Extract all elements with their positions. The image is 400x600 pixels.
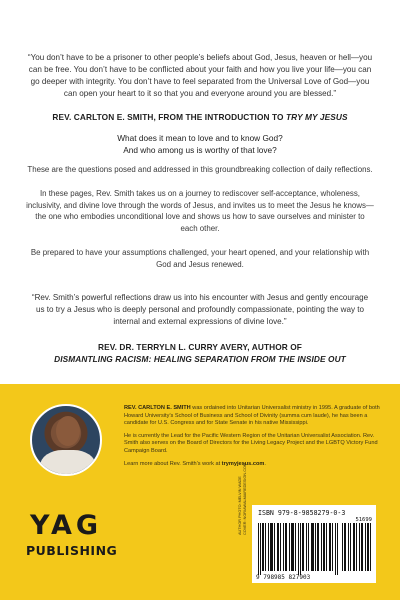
design-credit: COVER: NORIAWALMAIREDESIGN.COM <box>243 462 247 535</box>
key-questions <box>30 132 370 156</box>
bio-paragraph-1 <box>124 405 386 428</box>
endorsement-attribution <box>18 341 382 365</box>
endorsement-quote: “Rev. Smith’s powerful reflections draw us into his encounter with Jesus and gently encourage us to try a Jesus who is deeply personal and profoundly compassionate, pointing the way to internal and external expressions of divine love.” <box>31 293 369 326</box>
author-photo <box>30 404 102 476</box>
cover-credits <box>238 462 248 535</box>
bio-author-name: REV. CARLTON E. SMITH <box>124 405 191 411</box>
barcode-panel <box>252 505 376 583</box>
intro-quote-attribution <box>18 112 382 122</box>
barcode-digits: 9 798985 827903 <box>256 574 311 581</box>
endorser-name: REV. DR. TERRYLN L. CURRY AVERY, AUTHOR OF <box>98 342 302 352</box>
isbn-text: ISBN 979-8-9858279-0-3 <box>258 509 346 517</box>
bio-link-prefix: Learn more about Rev. Smith’s work at <box>124 460 222 467</box>
question-line-2: And who among us is worthy of that love? <box>123 145 277 155</box>
photo-credit: AUTHOR PHOTO: MELVIN WADE <box>238 476 242 535</box>
price-code: 51699 <box>355 517 372 523</box>
author-bio <box>124 405 386 473</box>
description-paragraph-1: These are the questions posed and addressed in this groundbreaking collection of daily reflections. <box>27 165 373 174</box>
bio-paragraph-2: He is currently the Lead for the Pacific Western Region of the Unitarian Universalist Association. Rev. Smith also serves on the Board of Directors for the Living Legacy Project and the LGBTQ Victory Fund Campaign Board. <box>124 432 378 454</box>
bio-paragraph-3 <box>124 461 386 469</box>
website-link[interactable]: trymyjesus.com <box>221 460 265 467</box>
bio-paragraph-1-text: was ordained into Unitarian Universalist ministry in 1995. A graduate of both Howard University’s School of Business and School of Divinity (summa cum laude), he has been a candidate for U.S. Congress and for State Senate in his native Mississippi. <box>124 405 380 427</box>
publisher-logo-bottom: PUBLISHING <box>26 543 118 558</box>
attribution-book-title: TRY MY JESUS <box>285 112 348 122</box>
intro-quote: “You don’t have to be a prisoner to other people’s beliefs about God, Jesus, heaven or hell—you can be free. You don’t have to be conflicted about your faith and how you live your life—you can go deeper with integrity. You don’t have to feel separated from the Universal Love of God—you can open your heart to it so that you and everyone around you are blessed.” <box>27 53 373 98</box>
description-paragraph-2: In these pages, Rev. Smith takes us on a journey to rediscover self-acceptance, wholeness, inclusivity, and divine love through the words of Jesus, and invites us to meet the Jesus he knows—the one who embodies unconditional love and shows us how to save ourselves and minister to each other. <box>26 189 374 233</box>
isbn-barcode <box>258 523 340 575</box>
attribution-prefix: REV. CARLTON E. SMITH, FROM THE INTRODUCTION TO <box>52 112 286 122</box>
endorser-book-title: DISMANTLING RACISM: HEALING SEPARATION FROM THE INSIDE OUT <box>54 354 346 364</box>
description-paragraph-3: Be prepared to have your assumptions challenged, your heart opened, and your relationship with God and Jesus renewed. <box>30 248 370 269</box>
bio-link-suffix: . <box>264 460 266 467</box>
author-photo-shirt <box>40 450 96 476</box>
author-photo-head <box>56 416 80 446</box>
publisher-logo-top: YAG <box>29 510 103 541</box>
price-barcode <box>342 523 372 571</box>
publisher-logo <box>26 510 118 558</box>
question-line-1: What does it mean to love and to know God? <box>117 133 283 143</box>
